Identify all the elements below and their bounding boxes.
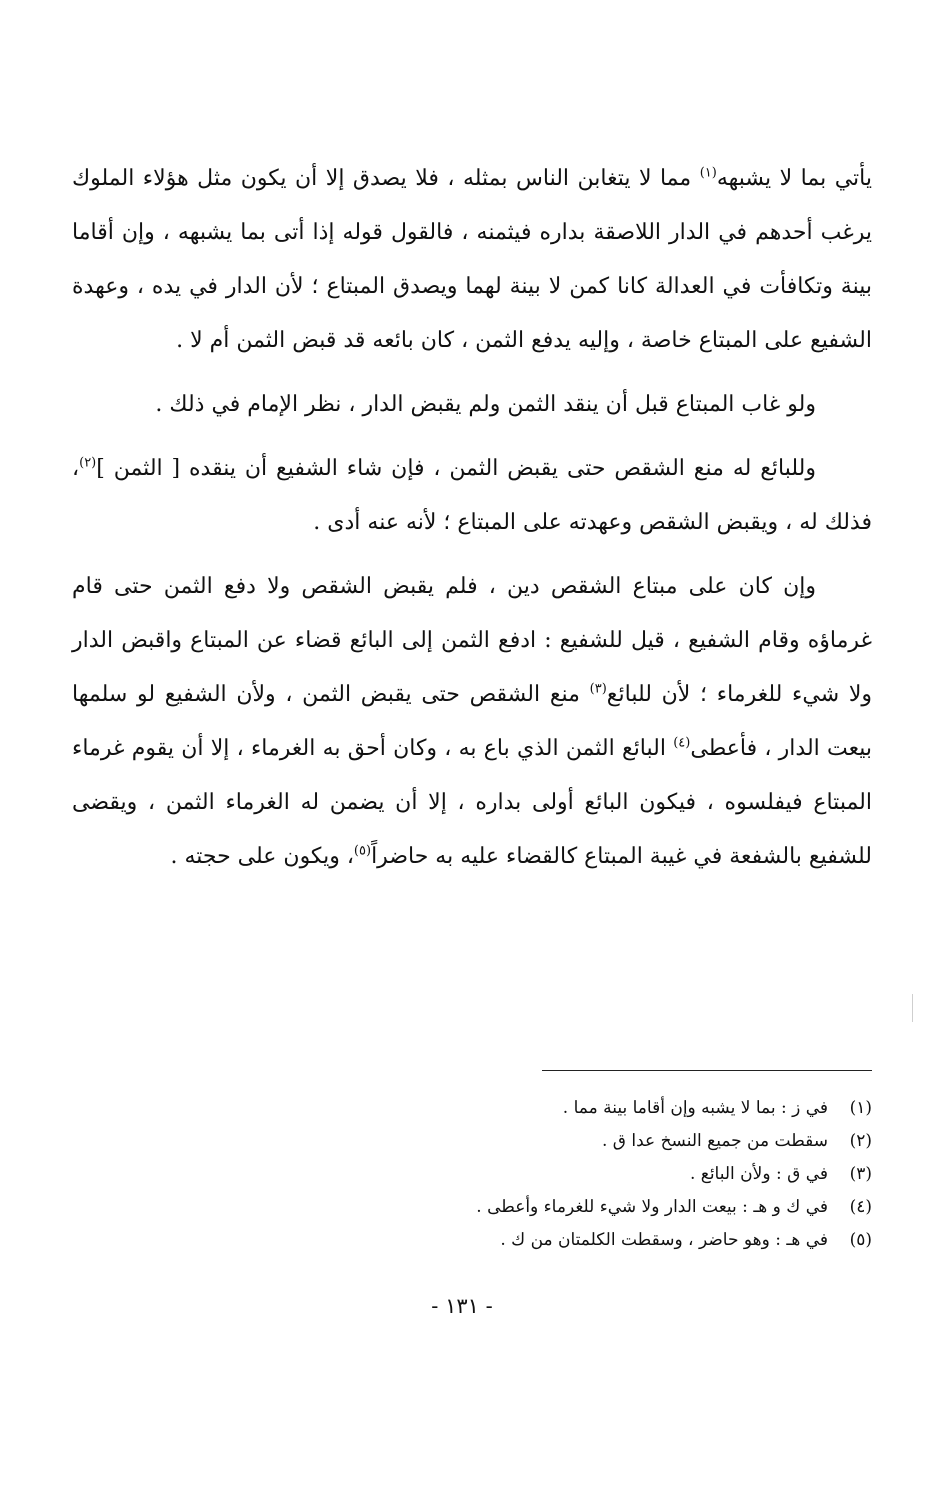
footnote-text: في ز : بما لا يشبه وإن أقاما بينة مما . <box>562 1098 828 1118</box>
footnote-ref-2[interactable]: (٢) <box>79 455 97 471</box>
footnote-number: (٤) <box>849 1197 872 1217</box>
main-text <box>72 152 872 884</box>
paragraph-4 <box>72 560 872 884</box>
footnote-ref-4[interactable]: (٤) <box>673 735 691 751</box>
text-run: ، ويكون على حجته . <box>170 844 354 869</box>
footnote-number: (٥) <box>849 1230 872 1250</box>
footnote-number: (٣) <box>849 1164 872 1184</box>
footnote-ref-1[interactable]: (١) <box>699 165 717 181</box>
footnotes <box>72 1092 872 1257</box>
footnote-2 <box>72 1125 872 1158</box>
paragraph-1 <box>72 152 872 368</box>
footnote-3 <box>72 1158 872 1191</box>
footnote-text: سقطت من جميع النسخ عدا ق . <box>601 1131 828 1151</box>
footnote-number: (٢) <box>849 1131 872 1151</box>
footnote-separator <box>542 1070 872 1071</box>
text-run: يأتي بما لا يشبهه <box>716 166 873 191</box>
page-number: - ١٣١ - <box>431 1294 493 1318</box>
text-run: وللبائع له منع الشقص حتى يقبض الثمن ، فإن شاء الشفيع أن ينقده [ الثمن ] <box>96 456 816 481</box>
footnote-text: في ق : ولأن البائع . <box>689 1164 828 1184</box>
footnote-number: (١) <box>849 1098 872 1118</box>
paragraph-2 <box>72 378 872 432</box>
text-run: ، فذلك له ، ويقبض الشقص وعهدته على المبتاع ؛ لأنه عنه أدى . <box>72 456 872 535</box>
footnote-text: في ك و هـ : بيعت الدار ولا شيء للغرماء وأعطى . <box>476 1197 828 1217</box>
text-run: مما لا يتغابن الناس بمثله ، فلا يصدق إلا أن يكون مثل هؤلاء الملوك يرغب أحدهم في الدار اللاصقة بداره فيثمنه ، فالقول قوله إذا أتى بما يشبهه ، وإن أقاما بينة وتكافأت في العدالة كانا كمن لا بينة لهما ويصدق المبتاع ؛ لأن الدار في يده ، وعهدة الشفيع على المبتاع خاصة ، وإليه يدفع الثمن ، كان بائعه قد قبض الثمن أم لا . <box>72 166 872 353</box>
footnote-5 <box>72 1224 872 1257</box>
text-run: وإن كان على مبتاع الشقص دين ، فلم يقبض الشقص ولا دفع الثمن حتى قام غرماؤه وقام الشفيع ، قيل للشفيع : ادفع الثمن إلى البائع قضاء عن المبتاع واقبض الدار ولا شيء للغرماء ؛ لأن للبائع <box>72 574 872 707</box>
footnote-4 <box>72 1191 872 1224</box>
text-run: ولو غاب المبتاع قبل أن ينقد الثمن ولم يقبض الدار ، نظر الإمام في ذلك . <box>155 392 816 417</box>
margin-mark <box>912 994 913 1022</box>
footnote-ref-5[interactable]: (٥) <box>353 843 372 859</box>
footnote-1 <box>72 1092 872 1125</box>
text-run: منع الشقص حتى يقبض الثمن ، ولأن الشفيع لو سلمها بيعت الدار ، فأعطى <box>72 682 873 761</box>
footnote-text: في هـ : وهو حاضر ، وسقطت الكلمتان من ك . <box>500 1230 828 1250</box>
paragraph-3 <box>72 442 872 550</box>
footnote-ref-3[interactable]: (٣) <box>589 681 607 697</box>
text-run: البائع الثمن الذي باع به ، وكان أحق به الغرماء ، إلا أن يقوم غرماء المبتاع فيفلسوه ، فيكون البائع أولى بداره ، إلا أن يضمن له الغرماء الثمن ، ويقضى للشفيع بالشفعة في غيبة المبتاع كالقضاء عليه به حاضراً <box>72 736 872 869</box>
